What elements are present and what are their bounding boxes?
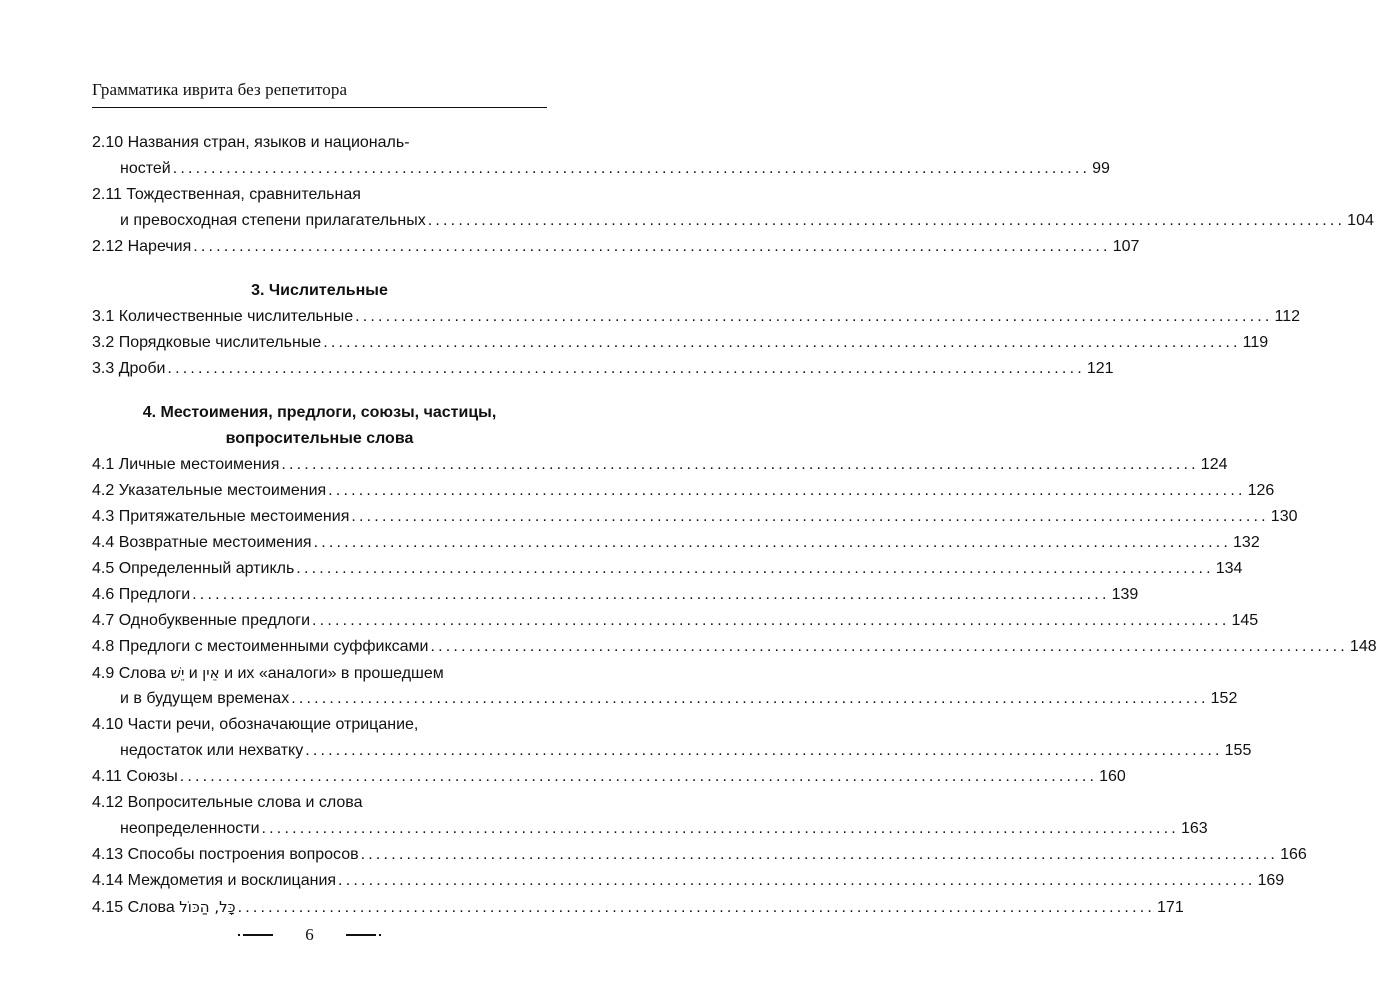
toc-page-number: 107 bbox=[1112, 238, 1140, 255]
leader-dots: ........................................................................................................................ bbox=[261, 820, 1179, 837]
table-of-contents bbox=[92, 130, 1377, 920]
footer-ornament-left-icon bbox=[243, 934, 273, 936]
section-heading-4-line1: 4. Местоимения, предлоги, союзы, частицы, bbox=[142, 404, 497, 421]
toc-entry-text: 3.2 Порядковые числительные bbox=[92, 334, 322, 351]
toc-entry-prefix: 4.15 Слова bbox=[92, 899, 175, 916]
header-rule bbox=[92, 107, 547, 108]
toc-page-number: 169 bbox=[1257, 872, 1285, 889]
toc-entry-text: 4.1 Личные местоимения bbox=[92, 456, 280, 473]
toc-entry-4-9[interactable] bbox=[92, 686, 1238, 712]
toc-entry-suffix: и их «аналоги» в прошедшем bbox=[224, 665, 444, 682]
toc-entry-text: 3.3 Дроби bbox=[92, 360, 166, 377]
toc-entry-4-4[interactable] bbox=[92, 530, 1260, 556]
toc-page-number: 139 bbox=[1111, 586, 1139, 603]
toc-entry-2-10[interactable] bbox=[92, 156, 1110, 182]
toc-entry-text: 2.11 Тождественная, сравнительная bbox=[92, 186, 361, 203]
page-footer bbox=[0, 922, 619, 948]
section-gap bbox=[92, 260, 547, 278]
leader-dots: ........................................................................................................................ bbox=[291, 690, 1209, 707]
toc-entry-text: 4.14 Междометия и восклицания bbox=[92, 872, 337, 889]
toc-entry-2-10-line1[interactable] bbox=[92, 130, 547, 156]
leader-dots: ........................................................................................................................ bbox=[237, 899, 1156, 916]
section-heading-3: 3. Числительные bbox=[251, 282, 388, 299]
toc-entry-3-2[interactable] bbox=[92, 330, 1269, 356]
toc-entry-text: 4.7 Однобуквенные предлоги bbox=[92, 612, 311, 629]
toc-entry-4-3[interactable] bbox=[92, 504, 1298, 530]
hebrew-word-ein: אֵין bbox=[202, 664, 220, 682]
toc-entry-text: неопределенности bbox=[120, 820, 260, 837]
hebrew-word-yesh: יֵשׁ bbox=[170, 664, 185, 682]
leader-dots: ........................................................................................................................ bbox=[323, 334, 1241, 351]
leader-dots: ........................................................................................................................ bbox=[313, 534, 1232, 551]
toc-page-number: 121 bbox=[1086, 360, 1114, 377]
toc-entry-text: 4.10 Части речи, обозначающие отрицание, bbox=[92, 716, 419, 733]
section-heading-4-line2: вопросительные слова bbox=[225, 430, 414, 447]
toc-entry-4-10[interactable] bbox=[92, 738, 1252, 764]
leader-dots: ........................................................................................................................ bbox=[338, 872, 1256, 889]
toc-entry-2-12[interactable] bbox=[92, 234, 1140, 260]
leader-dots: ........................................................................................................................ bbox=[355, 308, 1273, 325]
leader-dots: ........................................................................................................................ bbox=[296, 560, 1214, 577]
toc-entry-text: 4.4 Возвратные местоимения bbox=[92, 534, 312, 551]
toc-entry-3-1[interactable] bbox=[92, 304, 1301, 330]
toc-page-number: 99 bbox=[1092, 160, 1110, 177]
section-gap bbox=[92, 382, 547, 400]
leader-dots: ........................................................................................................................ bbox=[167, 360, 1085, 377]
toc-page-number: 155 bbox=[1224, 742, 1252, 759]
leader-dots: ........................................................................................................................ bbox=[192, 586, 1110, 603]
toc-entry-3-3[interactable] bbox=[92, 356, 1114, 382]
leader-dots: ........................................................................................................................ bbox=[430, 638, 1348, 655]
toc-entry-2-11[interactable] bbox=[92, 208, 1374, 234]
toc-page-number: 171 bbox=[1157, 899, 1184, 916]
page-number: 6 bbox=[305, 925, 314, 944]
toc-entry-text: 4.8 Предлоги с местоименными суффиксами bbox=[92, 638, 429, 655]
leader-dots: ........................................................................................................................ bbox=[281, 456, 1199, 473]
footer-ornament-right-icon bbox=[346, 934, 376, 936]
toc-page-number: 104 bbox=[1347, 212, 1374, 229]
toc-page-number: 130 bbox=[1270, 508, 1298, 525]
toc-page-number: 152 bbox=[1210, 690, 1238, 707]
toc-entry-4-15[interactable] bbox=[92, 894, 1184, 920]
toc-entry-text: 2.10 Названия стран, языков и националь- bbox=[92, 134, 410, 151]
hebrew-words-kol-hakol: כָּל, הַכּוֹל bbox=[179, 898, 236, 916]
toc-entry-4-8[interactable] bbox=[92, 634, 1377, 660]
toc-entry-4-5[interactable] bbox=[92, 556, 1243, 582]
toc-entry-conj: и bbox=[188, 665, 198, 682]
toc-page-number: 160 bbox=[1099, 768, 1126, 785]
toc-entry-text: 3.1 Количественные числительные bbox=[92, 308, 354, 325]
toc-entry-text: 2.12 Наречия bbox=[92, 238, 192, 255]
toc-entry-text: 4.11 Союзы bbox=[92, 768, 178, 785]
toc-entry-prefix: 4.9 Слова bbox=[92, 665, 166, 682]
toc-entry-4-1[interactable] bbox=[92, 452, 1228, 478]
toc-page-number: 132 bbox=[1233, 534, 1260, 551]
leader-dots: ........................................................................................................................ bbox=[328, 482, 1246, 499]
toc-entry-4-6[interactable] bbox=[92, 582, 1139, 608]
toc-entry-4-9-line1[interactable] bbox=[92, 660, 547, 686]
toc-entry-4-12[interactable] bbox=[92, 816, 1208, 842]
leader-dots: ........................................................................................................................ bbox=[351, 508, 1269, 525]
leader-dots: ........................................................................................................................ bbox=[172, 160, 1091, 177]
toc-entry-text: 4.2 Указательные местоимения bbox=[92, 482, 327, 499]
toc-entry-text: 4.5 Определенный артикль bbox=[92, 560, 295, 577]
toc-page-number: 124 bbox=[1200, 456, 1228, 473]
toc-entry-text: 4.13 Способы построения вопросов bbox=[92, 846, 359, 863]
toc-entry-2-11-line1[interactable] bbox=[92, 182, 547, 208]
toc-page-number: 145 bbox=[1231, 612, 1259, 629]
leader-dots: ........................................................................................................................ bbox=[427, 212, 1346, 229]
toc-entry-4-14[interactable] bbox=[92, 868, 1285, 894]
toc-page-number: 148 bbox=[1349, 638, 1377, 655]
toc-entry-text: и в будущем временах bbox=[120, 690, 290, 707]
leader-dots: ........................................................................................................................ bbox=[179, 768, 1098, 785]
toc-page-number: 166 bbox=[1280, 846, 1307, 863]
toc-entry-4-13[interactable] bbox=[92, 842, 1307, 868]
leader-dots: ........................................................................................................................ bbox=[193, 238, 1111, 255]
toc-entry-4-10-line1[interactable] bbox=[92, 712, 547, 738]
leader-dots: ........................................................................................................................ bbox=[305, 742, 1223, 759]
toc-entry-text: 4.12 Вопросительные слова и слова bbox=[92, 794, 363, 811]
toc-page-number: 134 bbox=[1215, 560, 1243, 577]
toc-entry-4-11[interactable] bbox=[92, 764, 1126, 790]
toc-page-number: 112 bbox=[1274, 308, 1301, 325]
toc-page-number: 163 bbox=[1180, 820, 1208, 837]
toc-entry-text: 4.3 Притяжательные местоимения bbox=[92, 508, 350, 525]
toc-entry-text bbox=[92, 660, 444, 687]
toc-entry-text bbox=[92, 894, 236, 921]
toc-page-number: 119 bbox=[1242, 334, 1269, 351]
toc-entry-text: и превосходная степени прилагательных bbox=[120, 212, 426, 229]
running-head: Грамматика иврита без репетитора bbox=[92, 80, 348, 99]
toc-entry-4-7[interactable] bbox=[92, 608, 1259, 634]
toc-entry-4-12-line1[interactable] bbox=[92, 790, 547, 816]
toc-entry-text: 4.6 Предлоги bbox=[92, 586, 191, 603]
toc-entry-4-2[interactable] bbox=[92, 478, 1275, 504]
leader-dots: ........................................................................................................................ bbox=[360, 846, 1279, 863]
toc-entry-text: недостаток или нехватку bbox=[120, 742, 304, 759]
toc-page-number: 126 bbox=[1247, 482, 1275, 499]
toc-entry-text: ностей bbox=[120, 160, 171, 177]
leader-dots: ........................................................................................................................ bbox=[312, 612, 1230, 629]
